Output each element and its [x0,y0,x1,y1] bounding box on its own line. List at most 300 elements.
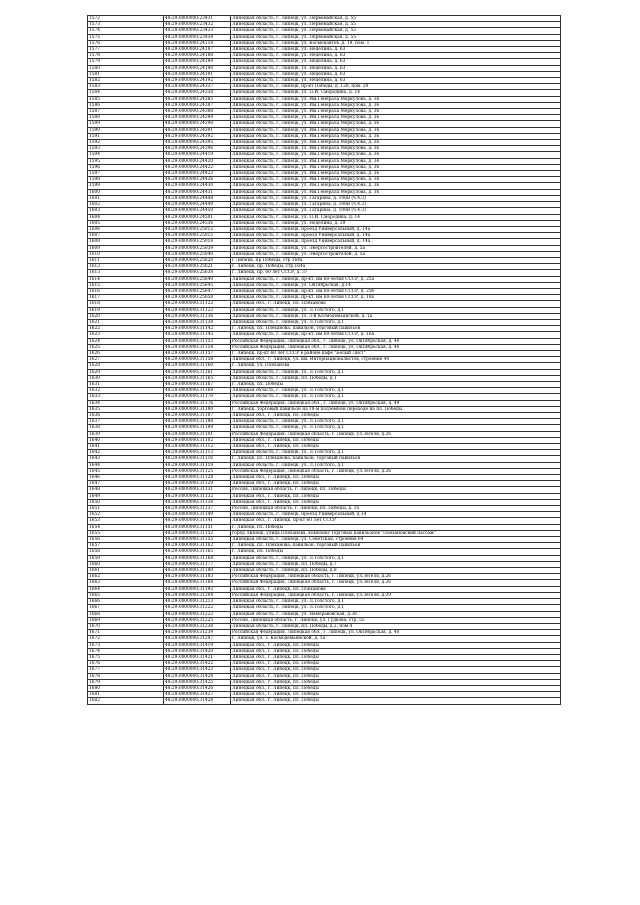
address-cell: Липецкая обл., г. Липецк, пл. Победы [231,437,561,443]
address-cell: Россия, Липецкая область, г. Липецк, ул. Гудкова, стр. 55 [231,617,561,623]
address-cell: Липецкая область, г. Липецк, ул. Космонавтов, д. 19, пом. 1 [231,40,561,46]
row-number-cell: 1638 [88,425,164,431]
address-cell: Липецкая область, г. Липецк, ул. Неделина, д. 63 [231,78,561,84]
row-number-cell: 1593 [88,146,164,152]
address-cell: Липецкая область, г. Липецк, ул. Л.Толстого, д.1 [231,462,561,468]
cadastral-number-cell: 48:29:0000000:31153 [164,338,231,344]
row-number-cell: 1588 [88,115,164,121]
cadastral-number-cell: 48:29:0000000:24420 [164,158,231,164]
row-number-cell: 1629 [88,369,164,375]
cadastral-number-cell: 48:29:0000000:24118 [164,40,231,46]
cadastral-number-cell: 48:29:0000000:24423 [164,171,231,177]
row-number-cell: 1645 [88,468,164,474]
cadastral-number-cell: 48:29:0000000:31423 [164,667,231,673]
row-number-cell: 1575 [88,34,164,40]
cadastral-number-cell: 48:29:0000000:31138 [164,499,231,505]
address-cell: Российская Федерация, Липецкая область, г. Липецк, ул.Зегеля, д.26 [231,574,561,580]
address-cell: Липецкая обл., г. Липецк, пл. Победы [231,642,561,648]
address-cell: Липецкая область, г. Липецк, пл. Победы, д.1 [231,375,561,381]
row-number-cell: 1646 [88,475,164,481]
cadastral-number-cell: 48:29:0000000:31247 [164,636,231,642]
address-cell: Липецкая обл., г. Липецк, пл. Победы [231,679,561,685]
address-cell: Липецкая область, г. Липецк, ул. Л.Толстого, д.1 [231,369,561,375]
address-cell: Липецкая область, г. Липецк, ул. Неделина, д. 63 [231,71,561,77]
cadastral-number-cell: 48:29:0000000:31154 [164,344,231,350]
address-cell: Липецкая область, г. Липецк, пр-кт Победы, д. 128, пом. 20 [231,84,561,90]
address-cell: Липецкая область, г. Липецк, пл. Победы, д.8 [231,568,561,574]
row-number-cell: 1665 [88,592,164,598]
address-cell: Липецкая область, г. Липецк, ул. Первомайская, д. 55 [231,22,561,28]
address-cell: Российская Федерация, Липецкая обл., г. Липецк, ул. Октябрьская, д. 49 [231,400,561,406]
row-number-cell: 1660 [88,561,164,567]
row-number-cell: 1602 [88,202,164,208]
address-cell: Липецкая область, г. Липецк, ул. Им.Генерала Меркулова, д. 36 [231,140,561,146]
address-cell: Липецкая область, г. Липецк, ул. Первомайская, д. 55 [231,34,561,40]
address-cell: Липецкая область, г. Липецк, ул. Им.Генерала Меркулова, д. 36 [231,127,561,133]
cadastral-number-cell: 48:29:0000000:31192 [164,586,231,592]
address-cell: Российская Федерация, Липецкая область, г. Липецк, ул.Зегеля, д.26 [231,580,561,586]
cadastral-number-cell: 48:29:0000000:31165 [164,549,231,555]
row-number-cell: 1649 [88,493,164,499]
row-number-cell: 1620 [88,313,164,319]
row-number-cell: 1619 [88,307,164,313]
row-number-cell: 1644 [88,462,164,468]
cadastral-number-cell: 48:29:0000000:25015 [164,233,231,239]
cadastral-number-cell: 48:29:0000000:31188 [164,419,231,425]
cadastral-number-cell: 48:29:0000000:25647 [164,288,231,294]
cadastral-number-cell: 48:29:0000000:24189 [164,59,231,65]
row-number-cell: 1674 [88,648,164,654]
row-number-cell: 1653 [88,518,164,524]
row-number-cell: 1663 [88,580,164,586]
cadastral-number-cell: 48:29:0000000:31239 [164,630,231,636]
row-number-cell: 1614 [88,276,164,282]
row-number-cell: 1616 [88,288,164,294]
address-cell: Липецкая область, г. Липецк, проезд Универсальный, д. 14а [231,226,561,232]
address-cell: Липецкая обл., г. Липецк, ул. им. Интернационалистов, строение 44 [231,357,561,363]
address-cell: Липецкая область, г. Липецк, ул. Им.Генерала Меркулова, д. 36 [231,164,561,170]
row-number-cell: 1657 [88,543,164,549]
address-cell: Липецкая область, г. Липецк, ул. Им.Генерала Меркулова, д. 36 [231,102,561,108]
row-number-cell: 1577 [88,47,164,53]
row-number-cell: 1650 [88,499,164,505]
address-cell: Липецкая область, г. Липецк, ул. П.И. Смородина, д. 14 [231,214,561,220]
row-number-cell: 1680 [88,685,164,691]
address-cell: Липецкая область, г. Липецк, ул. Первомайская, д. 55 [231,28,561,34]
address-cell: г. Липецк, пр-кт 60 лет СССР в районе кафе "Белый Лист" [231,350,561,356]
cadastral-number-cell: 48:29:0000000:24431 [164,189,231,195]
row-number-cell: 1661 [88,568,164,574]
cadastral-number-cell: 48:29:0000000:31140 [164,512,231,518]
cadastral-number-cell: 48:29:0000000:24338 [164,90,231,96]
cadastral-number-cell: 48:29:0000000:24430 [164,183,231,189]
row-number-cell: 1668 [88,611,164,617]
row-number-cell: 1630 [88,375,164,381]
row-number-cell: 1641 [88,444,164,450]
row-number-cell: 1647 [88,481,164,487]
cadastral-number-cell: 48:29:0000000:31420 [164,648,231,654]
cadastral-number-cell: 48:29:0000000:31180 [164,406,231,412]
address-cell: Липецкая область, г. Липецк, ул. Им.Генерала Меркулова, д. 36 [231,183,561,189]
cadastral-number-cell: 48:29:0000000:31131 [164,487,231,493]
row-number-cell: 1599 [88,183,164,189]
cadastral-number-cell: 48:29:0000000:31137 [164,506,231,512]
address-cell: Липецкая область, г. Липецк, ул. Л.Толстого, д.1 [231,450,561,456]
registry-table-body [88,16,561,705]
cadastral-number-cell: 48:29:0000000:31132 [164,493,231,499]
cadastral-number-cell: 48:29:0000000:24188 [164,53,231,59]
row-number-cell: 1617 [88,295,164,301]
address-cell: Липецкая область, г. Липецк, ул. Гагарина, д. 108В (ч.4.3) [231,208,561,214]
cadastral-number-cell: 48:29:0000000:31123 [164,307,231,313]
cadastral-number-cell: 48:29:0000000:31101 [164,431,231,437]
row-number-cell: 1605 [88,220,164,226]
row-number-cell: 1613 [88,270,164,276]
address-cell: Липецкая область, г. Липецк, пр-кт. им 60-летия СССР, д. 18а [231,295,561,301]
address-cell: Липецкая область, г. Липецк, ул. Им.Генерала Меркулова, д. 36 [231,96,561,102]
row-number-cell: 1572 [88,16,164,22]
cadastral-number-cell: 48:29:0000000:31145 [164,332,231,338]
address-cell: г. Липецк, пл. Плеханова, павильон, торговый павильон [231,543,561,549]
cadastral-number-cell: 48:29:0000000:31419 [164,642,231,648]
cadastral-number-cell: 48:29:0000000:31189 [164,425,231,431]
row-number-cell: 1586 [88,102,164,108]
row-number-cell: 1591 [88,133,164,139]
row-number-cell: 1622 [88,326,164,332]
cadastral-number-cell: 48:29:0000000:31222 [164,605,231,611]
address-cell: Липецкая область, г. Липецк, ул. Им.Генерала Меркулова, д. 36 [231,171,561,177]
address-cell: Российская Федерация, Липецкая область, г. Липецк, ул.Зегеля, д.29 [231,592,561,598]
cadastral-number-cell: 48:29:0000000:31167 [164,381,231,387]
cadastral-number-cell: 48:29:0000000:31162 [164,543,231,549]
cadastral-number-cell: 48:29:0000000:31158 [164,357,231,363]
address-cell: Липецкая обл., г. Липецк, пл. Победы [231,667,561,673]
row-number-cell: 1611 [88,257,164,263]
address-cell: Липецкая область, г. Липецк, ул. Октябрьская, д.14 [231,282,561,288]
row-number-cell: 1637 [88,419,164,425]
address-cell: город Липецк, улица Плеханова, комплекс торговых павильонов "Плехановский пассаж" [231,530,561,536]
cadastral-number-cell: 48:29:0000000:23431 [164,16,231,22]
address-cell: г. Липецк, ул. Плеханова [231,363,561,369]
address-cell: Липецкая область, г. Липецк, ул. Неделина, д. 63 [231,59,561,65]
row-number-cell: 1672 [88,636,164,642]
cadastral-number-cell: 48:29:0000000:24395 [164,140,231,146]
row-number-cell: 1610 [88,251,164,257]
row-number-cell: 1669 [88,617,164,623]
address-cell: Липецкая область, г. Липецк, ул. Первомайская, д. 55 [231,16,561,22]
row-number-cell: 1681 [88,692,164,698]
address-cell: Липецкая область, г. Липецк, пл. Победы, д.7 [231,561,561,567]
row-number-cell: 1615 [88,282,164,288]
address-cell: Россия, Липецкая область, г. Липецк, пл. Победы, д. 35 [231,506,561,512]
cadastral-number-cell: 48:29:0000000:31102 [164,437,231,443]
row-number-cell: 1628 [88,363,164,369]
address-cell: Российская Федерация, Липецкая область, г. Липецк, ул.Зегеля, д.26 [231,468,561,474]
row-number-cell: 1623 [88,332,164,338]
address-cell: Липецкая обл., г. Липецк, пл. Победы [231,661,561,667]
address-cell: Липецкая область, г. Липецк, ул. Л.Толстого, д.1 [231,419,561,425]
cadastral-number-cell: 48:29:0000000:25638 [164,270,231,276]
cadastral-number-cell: 48:29:0000000:25018 [164,239,231,245]
cadastral-number-cell: 48:29:0000000:31152 [164,530,231,536]
cadastral-number-cell: 48:29:0000000:31112 [164,444,231,450]
address-cell: Липецкая область, г. Липецк, ул. Им.Генерала Меркулова, д. 36 [231,146,561,152]
address-cell: Липецкая область, г. Липецк, ул. Л.Толстого, д.1 [231,388,561,394]
cadastral-number-cell: 48:29:0000000:31122 [164,301,231,307]
cadastral-number-cell: 48:29:0000000:24190 [164,65,231,71]
cadastral-number-cell: 48:29:0000000:31177 [164,561,231,567]
address-cell: Липецкая обл., г. Липецк, пл. Победы [231,444,561,450]
address-cell: Липецкая область, г. Липецк, ул. Неделина, д. 63 [231,65,561,71]
cadastral-number-cell: 48:29:0000000:24536 [164,220,231,226]
cadastral-number-cell: 48:29:0000000:25658 [164,295,231,301]
row-number-cell: 1655 [88,530,164,536]
cadastral-number-cell: 48:29:0000000:31213 [164,599,231,605]
cadastral-number-cell: 48:29:0000000:31128 [164,475,231,481]
address-cell: Липецкая область, г. Липецк, ул. Им.Генерала Меркулова, д. 36 [231,158,561,164]
address-cell: Липецкая область, г. Липецк, ул. Им.Генерала Меркулова, д. 36 [231,152,561,158]
row-number-cell: 1662 [88,574,164,580]
address-cell: г. Липецк, пл. Плеханова, павильон, торговый павильон [231,456,561,462]
row-number-cell: 1578 [88,53,164,59]
cadastral-number-cell: 48:29:0000000:25039 [164,245,231,251]
address-cell: Липецкая область, г. Липецк, ул. Л.Толстого, д.1 [231,394,561,400]
address-cell: Липецкая область, г. Липецк, проезд Универсальный, д.14 [231,512,561,518]
cadastral-number-cell: 48:29:0000000:24392 [164,133,231,139]
row-number-cell: 1673 [88,642,164,648]
cadastral-number-cell: 48:29:0000000:25040 [164,251,231,257]
cadastral-number-cell: 48:29:0000000:24385 [164,96,231,102]
row-number-cell: 1631 [88,381,164,387]
cadastral-number-cell: 48:29:0000000:24422 [164,164,231,170]
address-cell: Липецкая обл., г. Липецк, пл. Победы [231,648,561,654]
cadastral-number-cell: 48:29:0000000:25012 [164,226,231,232]
address-cell: Липецкая область, г. Липецк, ул. Им.Генерала Меркулова, д. 36 [231,189,561,195]
registry-table [87,15,561,705]
address-cell: Липецкая обл., г. Липецк, пл. Победы [231,493,561,499]
cadastral-number-cell: 48:29:0000000:31187 [164,413,231,419]
cadastral-number-cell: 48:29:0000000:24419 [164,152,231,158]
cadastral-number-cell: 48:29:0000000:31151 [164,524,231,530]
row-number-cell: 1606 [88,226,164,232]
cadastral-number-cell: 48:29:0000000:24396 [164,146,231,152]
address-cell: Липецкая область, г. Липецк, ул. Л.Толстого, д.1 [231,425,561,431]
row-number-cell: 1601 [88,195,164,201]
address-cell: г. Липецк, пл. Победы [231,381,561,387]
row-number-cell: 1596 [88,164,164,170]
address-cell: Липецкая область, г. Липецк, ул. Им.Генерала Меркулова, д. 36 [231,133,561,139]
row-number-cell: 1678 [88,673,164,679]
cadastral-number-cell: 48:29:0000000:25640 [164,276,231,282]
row-number-cell: 1574 [88,28,164,34]
row-number-cell: 1625 [88,344,164,350]
row-number-cell: 1607 [88,233,164,239]
row-number-cell: 1626 [88,350,164,356]
address-cell: Липецкая область, г. Липецк, ул. Л.Толстого, д.1 [231,599,561,605]
row-number-cell: 1627 [88,357,164,363]
cadastral-number-cell: 48:29:0000000:31129 [164,481,231,487]
address-cell: г. Липецк, пл. Победы [231,524,561,530]
row-number-cell: 1579 [88,59,164,65]
row-number-cell: 1576 [88,40,164,46]
address-cell: Липецкая обл., г. Липецк, пл. Победы [231,698,561,704]
row-number-cell: 1612 [88,264,164,270]
address-cell: Липецкая обл., г. Липецк, пл. Победы [231,673,561,679]
cadastral-number-cell: 48:29:0000000:31183 [164,574,231,580]
cadastral-number-cell: 48:29:0000000:31119 [164,462,231,468]
row-number-cell: 1643 [88,456,164,462]
row-number-cell: 1598 [88,177,164,183]
cadastral-number-cell: 48:29:0000000:24391 [164,127,231,133]
address-cell: Липецкая область, г. Липецк, пр-кт. им 60-летия СССР, д. 25б [231,288,561,294]
row-number-cell: 1679 [88,679,164,685]
row-number-cell: 1666 [88,599,164,605]
row-number-cell: 1676 [88,661,164,667]
cadastral-number-cell: 48:29:0000000:23433 [164,28,231,34]
row-number-cell: 1659 [88,555,164,561]
cadastral-number-cell: 48:29:0000000:24387 [164,102,231,108]
address-cell: Липецкая обл., г. Липецк, пл. Победы [231,475,561,481]
cadastral-number-cell: 48:29:0000000:31425 [164,679,231,685]
cadastral-number-cell: 48:29:0000000:31204 [164,592,231,598]
row-number-cell: 1652 [88,512,164,518]
row-number-cell: 1609 [88,245,164,251]
table-row [88,698,561,704]
address-cell: Липецкая область, г. Липецк, ул. Неделина, д. 63 [231,53,561,59]
row-number-cell: 1635 [88,406,164,412]
row-number-cell: 1584 [88,90,164,96]
row-number-cell: 1682 [88,698,164,704]
address-cell: г. Липецк, пр. Победы, стр.164а [231,264,561,270]
row-number-cell: 1656 [88,537,164,543]
address-cell: Липецкая область, г. Липецк, ул. 3-й Космодемьянской, д. 1а [231,313,561,319]
cadastral-number-cell: 48:29:0000000:24448 [164,195,231,201]
address-cell: Липецкая область, г. Липецк, ул. Л.Толстого, д.1 [231,307,561,313]
row-number-cell: 1658 [88,549,164,555]
row-number-cell: 1636 [88,413,164,419]
row-number-cell: 1664 [88,586,164,592]
address-cell: г. Липецк, торговый павильон на 18-м подземном переходе на пл. Победы [231,406,561,412]
row-number-cell: 1581 [88,71,164,77]
row-number-cell: 1582 [88,78,164,84]
address-cell: Липецкая обл., г. Липецк, пл. Победы [231,413,561,419]
row-number-cell: 1604 [88,214,164,220]
address-cell: Липецкая обл., г. Липецк, пл. Победы [231,654,561,660]
row-number-cell: 1671 [88,630,164,636]
row-number-cell: 1670 [88,623,164,629]
cadastral-number-cell: 48:29:0000000:31427 [164,692,231,698]
row-number-cell: 1621 [88,319,164,325]
row-number-cell: 1597 [88,171,164,177]
row-number-cell: 1595 [88,158,164,164]
address-cell: Липецкая область, г. Липецк, проезд Универсальный, д. 14а [231,239,561,245]
cadastral-number-cell: 48:29:0000000:31165 [164,375,231,381]
address-cell: Липецкая область, г. Липецк, ул. Л.Толстого, д.1 [231,605,561,611]
address-cell: Липецкая область, г. Липецк, ул. Им.Генерала Меркулова, д. 36 [231,121,561,127]
cadastral-number-cell: 48:29:0000000:31157 [164,350,231,356]
address-cell: Липецкая область, г. Липецк, ул. Неморавовская, д.38 [231,611,561,617]
row-number-cell: 1592 [88,140,164,146]
address-cell: Россия, Липецкая область, г. Липецк, пл. Победы [231,487,561,493]
cadastral-number-cell: 48:29:0000000:23434 [164,34,231,40]
address-cell: Липецкая область, г. Липецк, ул. Им.Генерала Меркулова, д. 36 [231,109,561,115]
cadastral-number-cell: 48:29:0000000:31168 [164,555,231,561]
row-number-cell: 1583 [88,84,164,90]
cadastral-number-cell: 48:29:0000000:31422 [164,661,231,667]
cadastral-number-cell: 48:29:0000000:31424 [164,673,231,679]
row-number-cell: 1600 [88,189,164,195]
address-cell: Липецкая область, г. Липецк, проезд Универсальный, д. 14а [231,233,561,239]
row-number-cell: 1624 [88,338,164,344]
row-number-cell: 1594 [88,152,164,158]
address-cell: Липецкая область, г. Липецк, ул. Энергостроителей, д. 5а [231,245,561,251]
cadastral-number-cell: 48:29:0000000:24449 [164,202,231,208]
cadastral-number-cell: 48:29:0000000:31176 [164,400,231,406]
cadastral-number-cell: 48:29:0000000:31168 [164,388,231,394]
row-number-cell: 1654 [88,524,164,530]
address-cell: Липецкая область, г. Липецк, ул. Гагарина, д. 108В (ч.4.3) [231,195,561,201]
address-cell: Российская Федерация, Липецкая обл., г. Липецк, ул. Октябрьская, д. 40 [231,630,561,636]
address-cell: г. Липецк, пл. Плеханова, павильон, торговый павильон [231,326,561,332]
address-cell: г Липецк, пр Победы, стр 164а [231,257,561,263]
cadastral-number-cell: 48:29:0000000:24388 [164,109,231,115]
cadastral-number-cell: 48:29:0000000:25621 [164,264,231,270]
address-cell: Липецкая обл., г. Липецк, пл. Победы [231,692,561,698]
address-cell: г. Липецк, пр. 60 лет СССР, д. 37 [231,270,561,276]
cadastral-number-cell: 48:29:0000000:24450 [164,208,231,214]
cadastral-number-cell: 48:29:0000000:31116 [164,456,231,462]
cadastral-number-cell: 48:29:0000000:23432 [164,22,231,28]
address-cell: Российская Федерация, Липецкая область, г. Липецк, ул.Зегеля, д.26 [231,431,561,437]
cadastral-number-cell: 48:29:0000000:31125 [164,468,231,474]
cadastral-number-cell: 48:29:0000000:31238 [164,623,231,629]
row-number-cell: 1590 [88,127,164,133]
address-cell: Липецкая область, г. Липецк, ул. Энергостроителей, д. 5а [231,251,561,257]
address-cell: Липецкая обл., г. Липецк, пл. Победы [231,685,561,691]
row-number-cell: 1667 [88,605,164,611]
row-number-cell: 1675 [88,654,164,660]
row-number-cell: 1651 [88,506,164,512]
cadastral-number-cell: 48:29:0000000:31161 [164,369,231,375]
address-cell: Российская Федерация, Липецкая обл., г. Липецк, ул. Октябрьская, д. 40 [231,344,561,350]
row-number-cell: 1603 [88,208,164,214]
cadastral-number-cell: 48:29:0000000:31142 [164,326,231,332]
cadastral-number-cell: 48:29:0000000:31428 [164,698,231,704]
cadastral-number-cell: 48:29:0000000:31426 [164,685,231,691]
row-number-cell: 1677 [88,667,164,673]
address-cell: Липецкая обл., г. Липецк, пл. Плеханова [231,301,561,307]
row-number-cell: 1648 [88,487,164,493]
address-cell: Липецкая обл., г. Липецк, пл. Плеханова [231,586,561,592]
cadastral-number-cell: 48:29:0000000:31160 [164,363,231,369]
address-cell: Липецкая обл., г. Липецк, пл. Победы [231,481,561,487]
row-number-cell: 1608 [88,239,164,245]
cadastral-number-cell: 48:29:0000000:31223 [164,611,231,617]
cadastral-number-cell: 48:29:0000000:31225 [164,617,231,623]
address-cell: Липецкая обл., г. Липецк, пл. Победы [231,499,561,505]
address-cell: Липецкая обл., г. Липецк, пр-кт 60 Лет СССР [231,518,561,524]
row-number-cell: 1642 [88,450,164,456]
address-cell: Липецкая область, г. Липецк, ул. Л.Толстого, д.1 [231,555,561,561]
cadastral-number-cell: 48:29:0000000:31136 [164,313,231,319]
cadastral-number-cell: 48:29:0000000:31138 [164,319,231,325]
address-cell: Липецкая область, г. Липецк, ул. Им.Генерала Меркулова, д. 36 [231,115,561,121]
address-cell: г. Липецк, пл. Победы [231,549,561,555]
cadastral-number-cell: 48:29:0000000:31155 [164,537,231,543]
cadastral-number-cell: 48:29:0000000:24187 [164,47,231,53]
cadastral-number-cell: 48:29:0000000:24501 [164,214,231,220]
row-number-cell: 1585 [88,96,164,102]
